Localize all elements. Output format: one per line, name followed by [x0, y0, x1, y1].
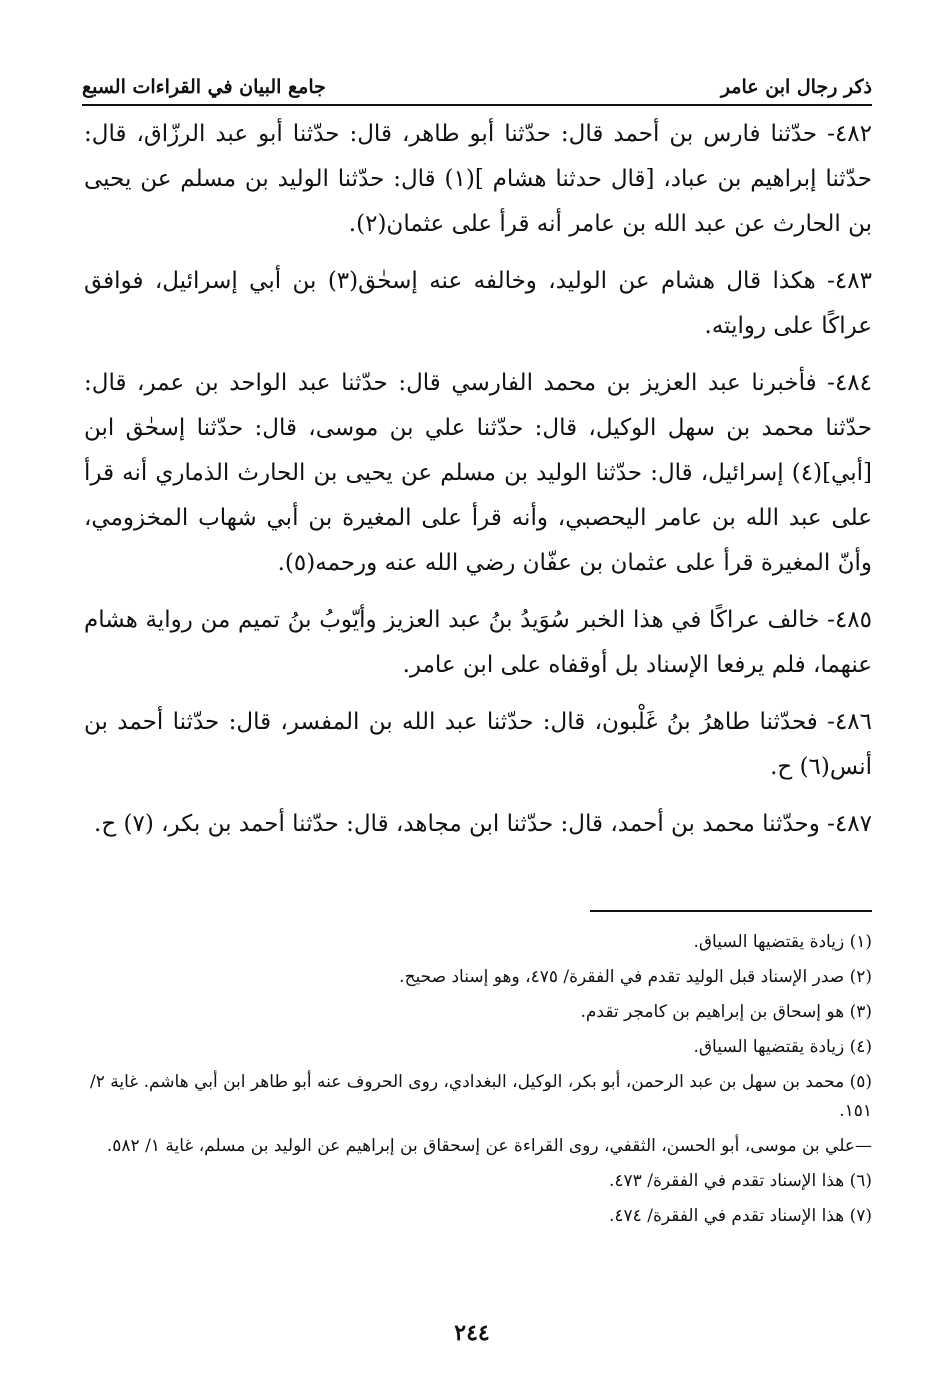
footnote-separator [590, 910, 872, 912]
footnote-2: (٢) صدر الإسناد قبل الوليد تقدم في الفقرة/ ٤٧٥، وهو إسناد صحيح. [399, 967, 872, 987]
footnote-3: (٣) هو إسحاق بن إبراهيم بن كامجر تقدم. [580, 1002, 872, 1022]
paragraph-485: ٤٨٥- خالف عراكًا في هذا الخبر سُوَيدُ بنُ عبد العزيز وأيّوبُ بنُ تميم من رواية هشام عنهما، فلم يرفعا الإسناد بل أوقفاه على ابن عامر. [84, 607, 872, 678]
footnote-4: (٤) زيادة يقتضيها السياق. [693, 1037, 872, 1057]
main-text [84, 112, 872, 859]
paragraph-487: ٤٨٧- وحدّثنا محمد بن أحمد، قال: حدّثنا ابن مجاهد، قال: حدّثنا أحمد بن بكر، (٧) ح. [94, 811, 872, 837]
header-chapter-title: ذكر رجال ابن عامر [720, 76, 872, 98]
paragraph-486: ٤٨٦- فحدّثنا طاهرُ بنُ غَلْبون، قال: حدّثنا عبد الله بن المفسر، قال: حدّثنا أحمد بن أنس(٦) ح. [84, 709, 872, 780]
footnotes [84, 928, 872, 1237]
footnote-1: (١) زيادة يقتضيها السياق. [693, 932, 872, 952]
paragraph-483: ٤٨٣- هكذا قال هشام عن الوليد، وخالفه عنه إسحٰق(٣) بن أبي إسرائيل، فوافق عراكًا على روايته. [84, 268, 872, 339]
paragraph-484: ٤٨٤- فأخبرنا عبد العزيز بن محمد الفارسي قال: حدّثنا عبد الواحد بن عمر، قال: حدّثنا محمد بن سهل الوكيل، قال: حدّثنا علي بن موسى، قال: حدّثنا إسحٰق ابن [أبي](٤) إسرائيل، قال: حدّثنا الوليد بن مسلم عن يحيى بن الحارث الذماري أنه قرأ على عبد الله بن عامر اليحصبي، وأنه قرأ على المغيرة بن أبي شهاب المخزومي، وأنّ المغيرة قرأ على عثمان بن عفّان رضي الله عنه ورحمه(٥). [84, 370, 872, 576]
header-book-title: جامع البيان في القراءات السبع [82, 76, 326, 98]
footnote-7: (٧) هذا الإسناد تقدم في الفقرة/ ٤٧٤. [609, 1206, 872, 1226]
footnote-5: (٥) محمد بن سهل بن عبد الرحمن، أبو بكر، الوكيل، البغدادي، روى الحروف عنه أبو طاهر ابن أبي هاشم. غاية ٢/ ١٥١. [89, 1072, 872, 1121]
footnote-6: (٦) هذا الإسناد تقدم في الفقرة/ ٤٧٣. [609, 1171, 872, 1191]
running-header [82, 58, 872, 106]
footnote-5-continued: —علي بن موسى، أبو الحسن، الثقفي، روى القراءة عن إسحقاق بن إبراهيم عن الوليد بن مسلم، غاية ١/ ٥٨٢. [106, 1136, 872, 1156]
paragraph-482: ٤٨٢- حدّثنا فارس بن أحمد قال: حدّثنا أبو طاهر، قال: حدّثنا أبو عبد الرزّاق، قال: حدّثنا إبراهيم بن عباد، [قال حدثنا هشام ](١) قال: حدّثنا الوليد بن مسلم عن يحيى بن الحارث عن عبد الله بن عامر أنه قرأ على عثمان(٢). [84, 121, 873, 237]
page-number: ٢٤٤ [454, 1320, 490, 1346]
